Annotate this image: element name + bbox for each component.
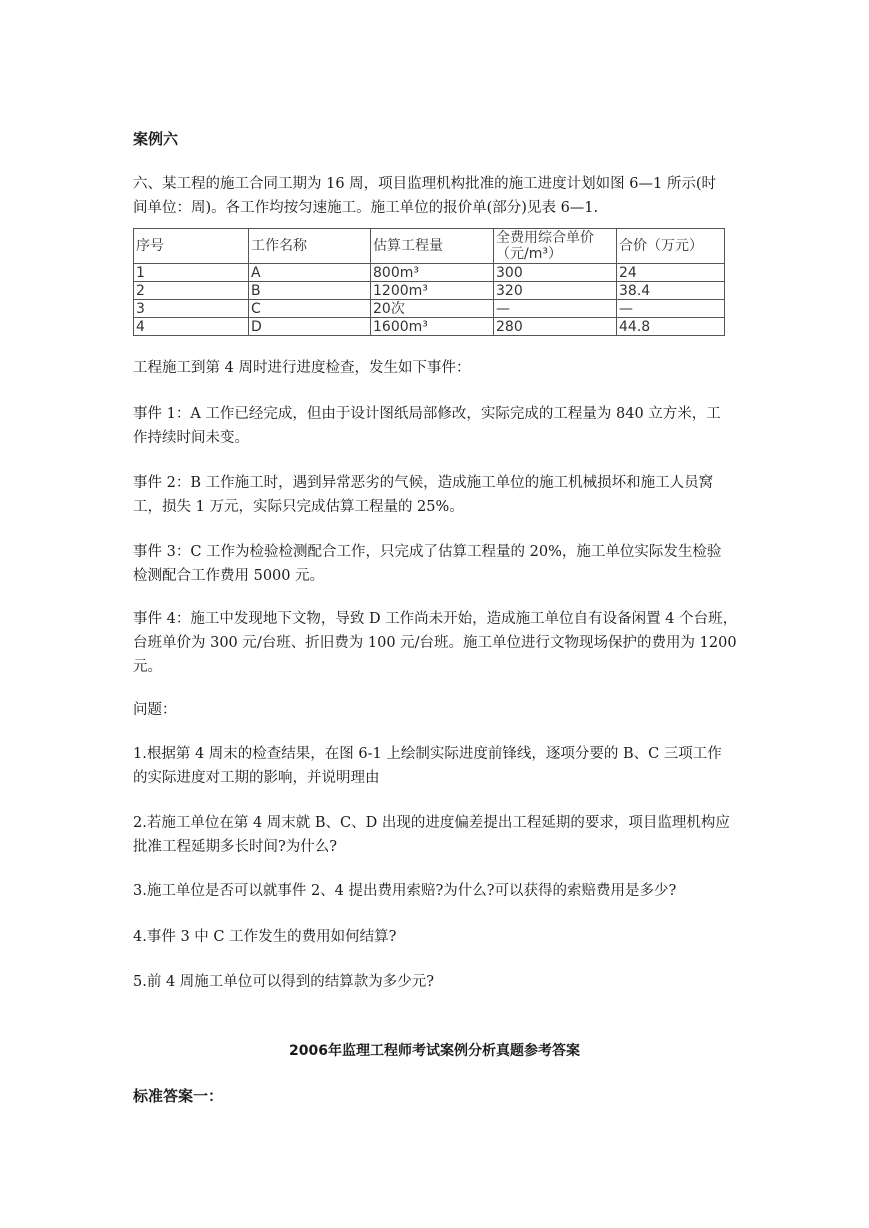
question-line: 批准工程延期多长时间?为什么? xyxy=(133,839,338,855)
table-cell: 1200m³ xyxy=(371,282,494,300)
event-1-paragraph xyxy=(133,402,745,450)
event-line: 事件 4：施工中发现地下文物，导致 D 工作尚未开始，造成施工单位自有设备闲置 4 个台班， xyxy=(133,611,738,627)
table-row xyxy=(134,300,725,318)
event-line: 事件 1：A 工作已经完成，但由于设计图纸局部修改，实际完成的工程量为 840 立方米，工 xyxy=(133,406,721,422)
question-line: 5.前 4 周施工单位可以得到的结算款为多少元? xyxy=(133,974,435,990)
questions-label xyxy=(133,698,745,722)
event-line: 作持续时间未变。 xyxy=(133,430,249,446)
table-cell: B xyxy=(249,282,371,300)
answer-label: 标准答案一： xyxy=(133,1087,224,1105)
check-line: 工程施工到第 4 周时进行进度检查，发生如下事件： xyxy=(133,360,471,376)
question-4-paragraph xyxy=(133,925,745,949)
table-header-cell xyxy=(494,229,617,264)
question-line: 3.施工单位是否可以就事件 2、4 提出费用索赔?为什么?可以获得的索赔费用是多少? xyxy=(133,883,677,899)
table-header-cell: 序号 xyxy=(134,229,249,264)
unit-price-header-unit: （元/m³） xyxy=(496,246,562,262)
table-cell: 280 xyxy=(494,318,617,336)
table-cell: 800m³ xyxy=(371,264,494,282)
question-line: 的实际进度对工期的影响，并说明理由 xyxy=(133,770,380,786)
event-line: 事件 3：C 工作为检验检测配合工作，只完成了估算工程量的 20%，施工单位实际发生检验 xyxy=(133,544,722,560)
table-header-cell: 工作名称 xyxy=(249,229,371,264)
event-3-paragraph xyxy=(133,540,745,588)
table-row xyxy=(134,318,725,336)
question-line: 1.根据第 4 周末的检查结果，在图 6-1 上绘制实际进度前锋线，逐项分要的 B、C 三项工作 xyxy=(133,746,722,762)
answer-section-title: 2006年监理工程师考试案例分析真题参考答案 xyxy=(289,1043,580,1059)
question-line: 2.若施工单位在第 4 周末就 B、C、D 出现的进度偏差提出工程延期的要求，项目监理机构应 xyxy=(133,815,730,831)
table-cell: 24 xyxy=(617,264,725,282)
table-cell: 38.4 xyxy=(617,282,725,300)
price-quote-table xyxy=(133,228,725,336)
table-cell: 20次 xyxy=(371,300,494,318)
table-cell: 3 xyxy=(134,300,249,318)
question-1-paragraph xyxy=(133,742,745,790)
event-line: 台班单价为 300 元/台班、折旧费为 100 元/台班。施工单位进行文物现场保护的费用为 1200 xyxy=(133,635,737,651)
table-row xyxy=(134,264,725,282)
table-cell: 4 xyxy=(134,318,249,336)
table-header-cell: 估算工程量 xyxy=(371,229,494,264)
table-cell: — xyxy=(494,300,617,318)
table-cell: 320 xyxy=(494,282,617,300)
event-4-paragraph xyxy=(133,607,745,679)
question-5-paragraph xyxy=(133,970,745,994)
question-line: 4.事件 3 中 C 工作发生的费用如何结算? xyxy=(133,929,397,945)
question-3-paragraph xyxy=(133,879,745,903)
intro-line: 间单位：周)。各工作均按匀速施工。施工单位的报价单(部分)见表 6—1. xyxy=(133,200,599,216)
table-cell: 44.8 xyxy=(617,318,725,336)
event-line: 事件 2：B 工作施工时，遇到异常恶劣的气候，造成施工单位的施工机械损坏和施工人员窝 xyxy=(133,475,714,491)
table-cell: 2 xyxy=(134,282,249,300)
table-cell: 1 xyxy=(134,264,249,282)
table-header-row xyxy=(134,229,725,264)
event-line: 检测配合工作费用 5000 元。 xyxy=(133,568,325,584)
intro-line: 六、某工程的施工合同工期为 16 周，项目监理机构批准的施工进度计划如图 6—1 所示(时 xyxy=(133,176,716,192)
table-cell: C xyxy=(249,300,371,318)
table-cell: — xyxy=(617,300,725,318)
table-cell: A xyxy=(249,264,371,282)
unit-price-header-line: 全费用综合单价 xyxy=(496,230,594,246)
section-heading: 案例六 xyxy=(133,130,179,148)
question-2-paragraph xyxy=(133,811,745,859)
table-cell: 1600m³ xyxy=(371,318,494,336)
questions-label-text: 问题： xyxy=(133,702,177,718)
event-2-paragraph xyxy=(133,471,745,519)
intro-paragraph xyxy=(133,172,745,220)
event-line: 工，损失 1 万元，实际只完成估算工程量的 25%。 xyxy=(133,499,464,515)
table-header-cell: 合价（万元） xyxy=(617,229,725,264)
event-line: 元。 xyxy=(133,659,162,675)
table-row xyxy=(134,282,725,300)
table-cell: 300 xyxy=(494,264,617,282)
check-paragraph xyxy=(133,356,745,380)
table-cell: D xyxy=(249,318,371,336)
